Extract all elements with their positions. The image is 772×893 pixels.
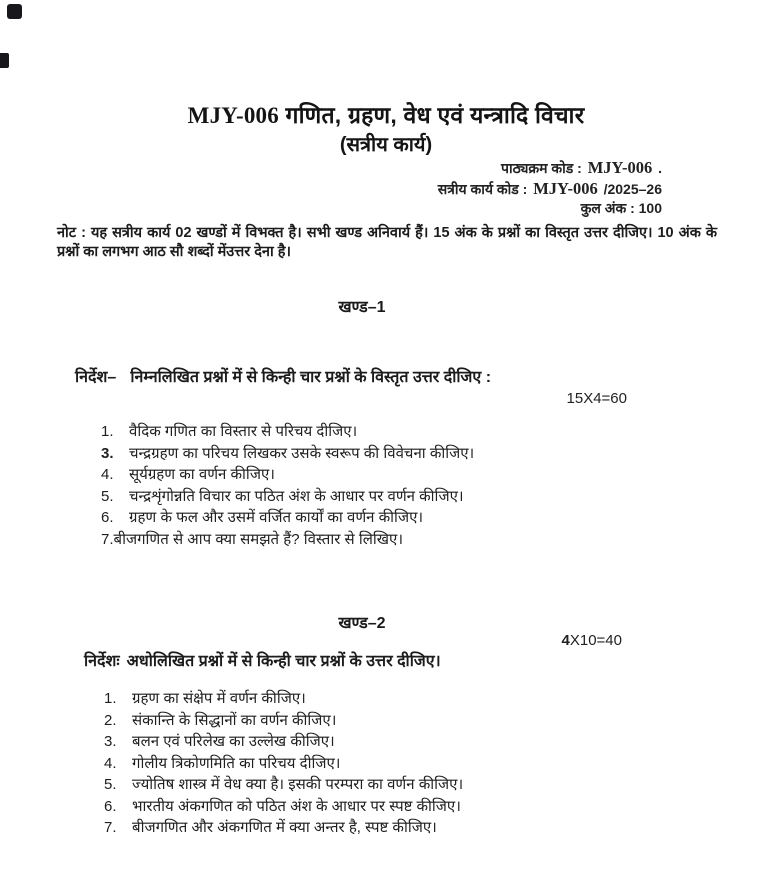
question-text: बलन एवं परिलेख का उल्लेख कीजिए। [132, 733, 335, 750]
note-paragraph: नोट : यह सत्रीय कार्य 02 खण्डों में विभक्त है। सभी खण्ड अनिवार्य हैं। 15 अंक के प्रश्नों का विस्तृत उत्तर दीजिए। 10 अंक के प्रश्नों का लगभग आठ सौ शब्दों मेंउत्तर देना है। [57, 225, 717, 260]
question-text: ज्योतिष शास्त्र में वेध क्या है। इसकी परम्परा का वर्णन कीजिए। [132, 776, 464, 793]
question-text: ग्रहण के फल और उसमें वर्जित कार्यों का वर्णन कीजिए। [129, 509, 424, 526]
scan-artifact-speck [0, 53, 9, 68]
question-number: 1. [104, 690, 117, 707]
question-item [104, 753, 664, 775]
question-text: गोलीय त्रिकोणमिति का परिचय दीजिए। [132, 754, 341, 772]
question-item [101, 443, 661, 465]
question-number: 4. [101, 466, 114, 483]
course-code-suffix: . [658, 160, 662, 176]
section2-marks [562, 632, 622, 649]
question-number: 1. [101, 423, 114, 440]
question-number: 6. [104, 797, 117, 815]
question-item [101, 529, 661, 551]
section1-heading: खण्ड–1 [338, 299, 386, 316]
section2-question-list [104, 688, 664, 839]
section2-marks-rest: X10=40 [569, 632, 622, 649]
scan-artifact-speck [7, 4, 22, 19]
assignment-code-label: सत्रीय कार्य कोड : [437, 180, 528, 197]
question-number: 4. [104, 754, 117, 772]
section2-instruction [84, 649, 441, 671]
section1-instruction [75, 365, 491, 387]
section2-heading: खण्ड–2 [338, 615, 386, 632]
section1-instruction-text: निम्नलिखित प्रश्नों में से किन्ही चार प्रश्नों के विस्तृत उत्तर दीजिए : [130, 369, 492, 386]
section2-instruction-text: अधोलिखित प्रश्नों में से किन्ही चार प्रश्नों के उत्तर दीजिए। [126, 653, 441, 670]
question-item [104, 817, 664, 839]
assignment-code-value: MJY-006 [533, 178, 598, 198]
title-course-code: MJY-006 [187, 103, 279, 128]
title-text: गणित, ग्रहण, वेध एवं यन्त्रादि विचार [285, 102, 585, 128]
question-text: चन्द्रशृंगोन्नति विचार का पठित अंश के आधार पर वर्णन कीजिए। [129, 487, 464, 505]
question-item [104, 688, 664, 710]
assignment-code-row [438, 179, 662, 200]
section1-marks: 15X4=60 [566, 390, 627, 407]
section1-question-list [101, 421, 661, 550]
question-number: 3. [104, 733, 117, 750]
page-title [0, 98, 772, 130]
question-text: संकान्ति के सिद्धानों का वर्णन कीजिए। [132, 711, 337, 729]
question-number: 5. [104, 776, 117, 793]
question-text: ग्रहण का संक्षेप में वर्णन कीजिए। [132, 690, 306, 707]
question-item [104, 796, 664, 818]
question-text: चन्द्रग्रहण का परिचय लिखकर उसके स्वरूप की विवेचना कीजिए। [129, 444, 475, 462]
section2-instruction-label: निर्देशः [84, 653, 120, 670]
section1-instruction-label: निर्देश– [75, 369, 117, 386]
question-text: वैदिक गणित का विस्तार से परिचय दीजिए। [129, 423, 358, 440]
question-text: बीजगणित और अंकगणित में क्या अन्तर है, स्पष्ट कीजिए। [132, 819, 437, 836]
question-item [104, 710, 664, 732]
question-number: 3. [101, 444, 114, 462]
course-code-value: MJY-006 [587, 158, 653, 177]
question-item [101, 464, 661, 486]
question-item [101, 486, 661, 508]
question-item [104, 774, 664, 796]
course-code-row [438, 158, 662, 179]
page-subtitle: (सत्रीय कार्य) [339, 134, 433, 156]
question-number: 6. [101, 509, 114, 526]
assignment-code-suffix: /2025–26 [603, 180, 662, 197]
code-block [438, 158, 662, 219]
question-text: बीजगणित से आप क्या समझते हैं? विस्तार से लिखिए। [113, 530, 404, 548]
question-number: 5. [101, 487, 114, 505]
question-number: 7. [101, 530, 114, 548]
question-text: भारतीय अंकगणित को पठित अंश के आधार पर स्पष्ट कीजिए। [132, 797, 461, 815]
section2-marks-bold: 4 [561, 632, 570, 649]
question-number: 7. [104, 819, 117, 836]
course-code-label: पाठ्यक्रम कोड : [501, 160, 582, 176]
question-item [104, 731, 664, 753]
question-item [101, 507, 661, 529]
question-text: सूर्यग्रहण का वर्णन कीजिए। [129, 466, 275, 483]
question-number: 2. [104, 711, 117, 729]
question-item [101, 421, 661, 443]
total-marks-row: कुल अंक : 100 [580, 200, 662, 216]
